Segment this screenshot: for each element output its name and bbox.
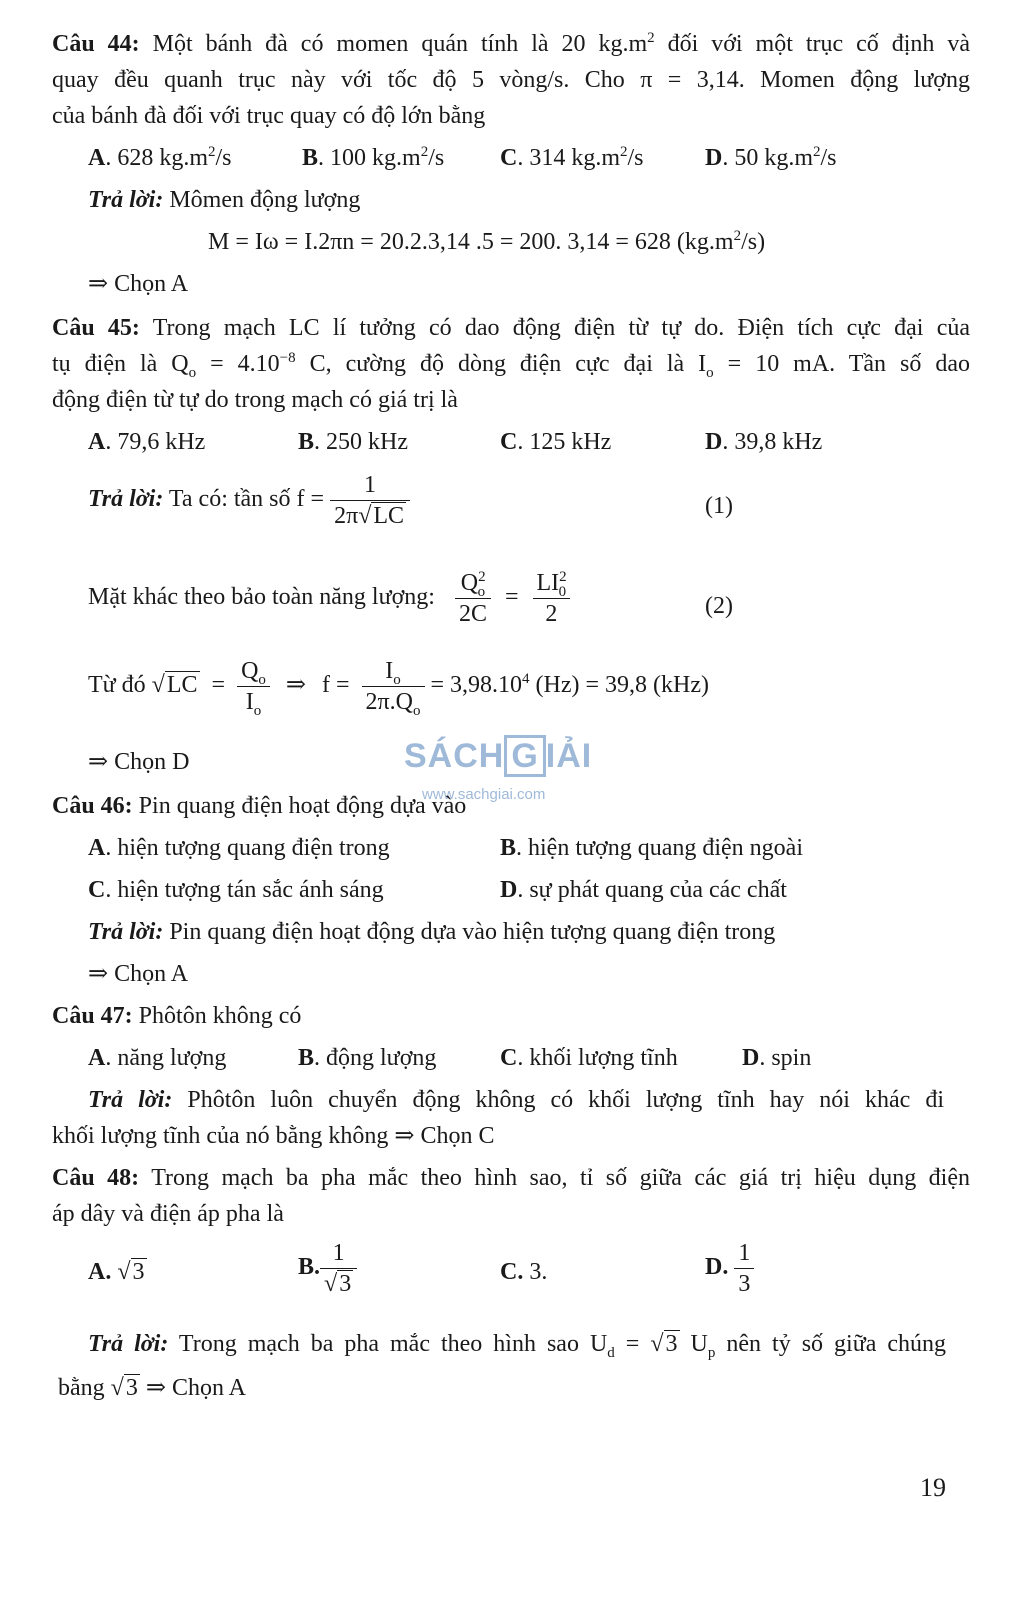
frequency-result-fraction: $\frac{I_o}{2\pi.Q_o}$ [362, 656, 425, 717]
q47-option-b: B. động lượng [298, 1045, 437, 1071]
q48-option-d: D. $\frac{1}{3}$ [705, 1238, 754, 1299]
q46-option-d: D. sự phát quang của các chất [500, 877, 787, 903]
q45-option-b: B. 250 kHz [298, 429, 408, 455]
q44-option-d: D. 50 $kg.m^2/s$ [705, 144, 837, 171]
q48-line2: áp dây và điện áp pha là [52, 1201, 284, 1227]
q45-line1: Câu 45: Trong mạch LC lí tưởng có dao động điện từ tự do. Điện tích cực đại của [52, 315, 970, 341]
q48-option-b: B. $\frac{1}{√3}$ [298, 1238, 357, 1299]
q45-eq1-label: (1) [705, 493, 733, 519]
q44-option-b: B. 100 $kg.m^2/s$ [302, 144, 445, 171]
q44-line3: của bánh đà đối với trục quay có độ lớn bằng [52, 103, 486, 129]
q45-line3: động điện từ tự do trong mạch có giá trị là [52, 387, 458, 413]
q45-option-c: C. 125 kHz [500, 429, 612, 455]
energy-right-fraction: $\frac{LI^2_0}{2}$ [533, 568, 571, 629]
q45-answer-frequency: Trả lời: Ta có: tần số f = $\frac{1}{2\pi√LC}$ [88, 470, 410, 531]
q46-choice: ⇒ Chọn A [88, 961, 189, 987]
q47-option-d: D. spin [742, 1045, 812, 1071]
q44-line2: quay đều quanh trục này với tốc độ 5 vòng/s. Cho π = 3,14. Momen động lượng [52, 67, 970, 93]
q45-choice: ⇒ Chọn D [88, 749, 190, 775]
q46-option-b: B. hiện tượng quang điện ngoài [500, 835, 803, 861]
frequency-fraction: $\frac{1}{2\pi√LC}$ [330, 470, 410, 531]
q46-line1: Câu 46: Pin quang điện hoạt động dựa vào [52, 793, 467, 819]
watermark-url: www.sachgiai.com [422, 786, 546, 803]
watermark-logo: SÁCH G IẢI www.sachgiai.com [404, 735, 592, 778]
q45-line2: tụ điện là $Q_o = 4.10^{-8}$ C, cường độ dòng điện cực đại là $I_o = 10$ mA. Tần số dao [52, 350, 971, 381]
page-number: 19 [920, 1473, 946, 1502]
q47-option-a: A. năng lượng [88, 1045, 227, 1071]
q45-derivation: Từ đó √LC = $\frac{Q_o}{I_o}$ ⇒ f = $\frac{I_o}{2\pi.Q_o}$ = $3,98.10^4$ (Hz) = 39,8 (kHz) [88, 658, 710, 719]
q45-eq2-label: (2) [705, 593, 733, 619]
q46-option-c: C. hiện tượng tán sắc ánh sáng [88, 877, 384, 903]
q44-line1: Câu 44: Một bánh đà có momen quán tính là 20 $kg.m^2$ đối với một trục cố định và [52, 30, 971, 57]
q48-answer-line2: bằng √3 ⇒ Chọn A [58, 1375, 246, 1401]
q45-option-d: D. 39,8 kHz [705, 429, 823, 455]
q46-answer: Trả lời: Pin quang điện hoạt động dựa vào hiện tượng quang điện trong [88, 919, 776, 945]
q48-option-c: C. 3. [500, 1259, 548, 1285]
q48-line1: Câu 48: Trong mạch ba pha mắc theo hình sao, tỉ số giữa các giá trị hiệu dụng điện [52, 1165, 971, 1191]
q44-option-a: A. 628 $kg.m^2/s$ [88, 144, 232, 171]
ratio-fraction: $\frac{Q_o}{I_o}$ [237, 656, 270, 717]
q47-answer-line1: Trả lời: Phôtôn luôn chuyển động không có khối lượng tĩnh hay nói khác đi [88, 1087, 944, 1113]
q48-answer-line1: Trả lời: Trong mạch ba pha mắc theo hình sao $U_d = √3$ $U_p$ nên tỷ số giữa chúng [88, 1331, 947, 1361]
q47-line1: Câu 47: Phôtôn không có [52, 1003, 302, 1029]
energy-left-fraction: $\frac{Q^2_o}{2C}$ [455, 568, 491, 629]
q48-option-a: A. √3 [88, 1259, 145, 1285]
q45-option-a: A. 79,6 kHz [88, 429, 206, 455]
q44-option-c: C. 314 $kg.m^2/s$ [500, 144, 644, 171]
q46-option-a: A. hiện tượng quang điện trong [88, 835, 390, 861]
q44-formula: M = Iω = I.2πn = 20.2.3,14 .5 = 200. 3,14 = 628 $(kg.m^2/s)$ [208, 228, 766, 255]
q44-answer: Trả lời: Mômen động lượng [88, 187, 361, 213]
q45-energy: Mặt khác theo bảo toàn năng lượng: $\frac{Q^2_o}{2C}$ = $\frac{LI^2_0}{2}$ [88, 568, 570, 629]
q47-option-c: C. khối lượng tĩnh [500, 1045, 678, 1071]
q47-answer-line2: khối lượng tĩnh của nó bằng không ⇒ Chọn C [52, 1123, 495, 1149]
q44-choice: ⇒ Chọn A [88, 271, 189, 297]
